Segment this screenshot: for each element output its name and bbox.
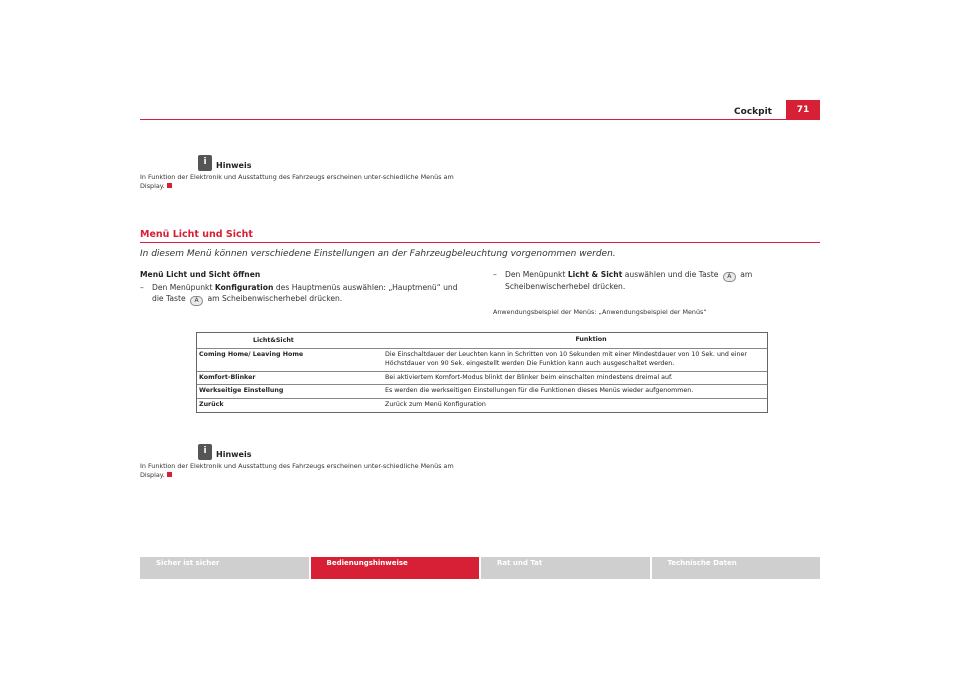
right-column: [493, 270, 793, 318]
left-column: [140, 270, 470, 306]
footer-nav: [140, 557, 820, 579]
tab-sicher-ist-sicher[interactable]: Sicher ist sicher: [140, 557, 309, 579]
info-note-icon: i: [198, 444, 212, 460]
section-rule: [140, 242, 820, 243]
section-lead: In diesem Menü können verschiedene Einstellungen an der Fahrzeugbeleuchtung vorgenommen werden.: [140, 249, 616, 259]
table-row: [197, 371, 767, 385]
page-number: 71: [786, 100, 820, 120]
info-note-icon: i: [198, 155, 212, 171]
row-name: Werkseitige Einstellung: [199, 387, 284, 395]
subheading: Menü Licht und Sicht öffnen: [140, 270, 261, 279]
header-rule: [140, 119, 820, 120]
key-a-icon: A: [723, 272, 736, 282]
end-mark-icon: [167, 472, 172, 477]
table-row: [197, 384, 767, 398]
chapter-title: Cockpit: [734, 107, 772, 117]
row-desc: Die Einschaltdauer der Leuchten kann in Schritten von 10 Sekunden mit einer Mindestdauer von 10 Sek. und einer Höchstdauer von 90 Sek. eingestellt werden Die Funktion kann auch ausgeschaltet werden.: [385, 351, 747, 367]
note-top: [140, 155, 480, 190]
table-caption: Anwendungsbeispiel der Menüs: „Anwendungsbeispiel der Menüs“: [493, 307, 707, 316]
row-name: Zurück: [199, 401, 224, 409]
dash-bullet: –: [140, 282, 144, 292]
tab-bedienungshinweise[interactable]: Bedienungshinweise: [311, 557, 480, 579]
key-a-icon: A: [190, 296, 203, 306]
dash-bullet: –: [493, 270, 497, 279]
table-row: [197, 398, 767, 412]
row-name: Komfort-Blinker: [199, 373, 256, 381]
settings-table: [196, 332, 768, 413]
section-title: Menü Licht und Sicht: [140, 229, 253, 240]
table-header-row: [197, 333, 767, 348]
tab-rat-und-tat[interactable]: Rat und Tat: [481, 557, 650, 579]
row-desc: Bei aktiviertem Komfort-Modus blinkt der Blinker beim einschalten mindestens dreimal auf.: [385, 373, 673, 381]
note-body: In Funktion der Elektronik und Ausstattung des Fahrzeugs erscheinen unter-schiedliche Menüs am Display.: [140, 173, 454, 190]
row-desc: Es werden die werkseitigen Einstellungen für die Funktionen dieses Menüs wieder aufgenommen.: [385, 387, 694, 395]
step-2: – Den Menüpunkt Licht & Sicht auswählen und die Taste A am Scheibenwischerhebel drücken.: [493, 270, 753, 291]
page-header: [140, 100, 820, 120]
note-body: In Funktion der Elektronik und Ausstattung des Fahrzeugs erscheinen unter-schiedliche Menüs am Display.: [140, 462, 454, 479]
step-1: – Den Menüpunkt Konfiguration des Hauptmenüs auswählen: „Hauptmenü“ und die Taste A am Scheibenwischerhebel drücken.: [140, 282, 458, 304]
menu-item-licht-sicht: Licht & Sicht: [567, 270, 623, 279]
row-name: Coming Home/ Leaving Home: [199, 351, 304, 358]
end-mark-icon: [167, 183, 172, 188]
note-bottom: [140, 444, 480, 479]
note-title: Hinweis: [216, 161, 252, 170]
column-header: Licht&Sicht: [253, 337, 294, 344]
note-title: Hinweis: [216, 450, 252, 459]
table-row: [197, 348, 767, 371]
menu-item-konfiguration: Konfiguration: [214, 282, 274, 292]
tab-technische-daten[interactable]: Technische Daten: [652, 557, 821, 579]
row-desc: Zurück zum Menü Konfiguration: [385, 401, 486, 409]
column-header: Funktion: [575, 336, 607, 344]
